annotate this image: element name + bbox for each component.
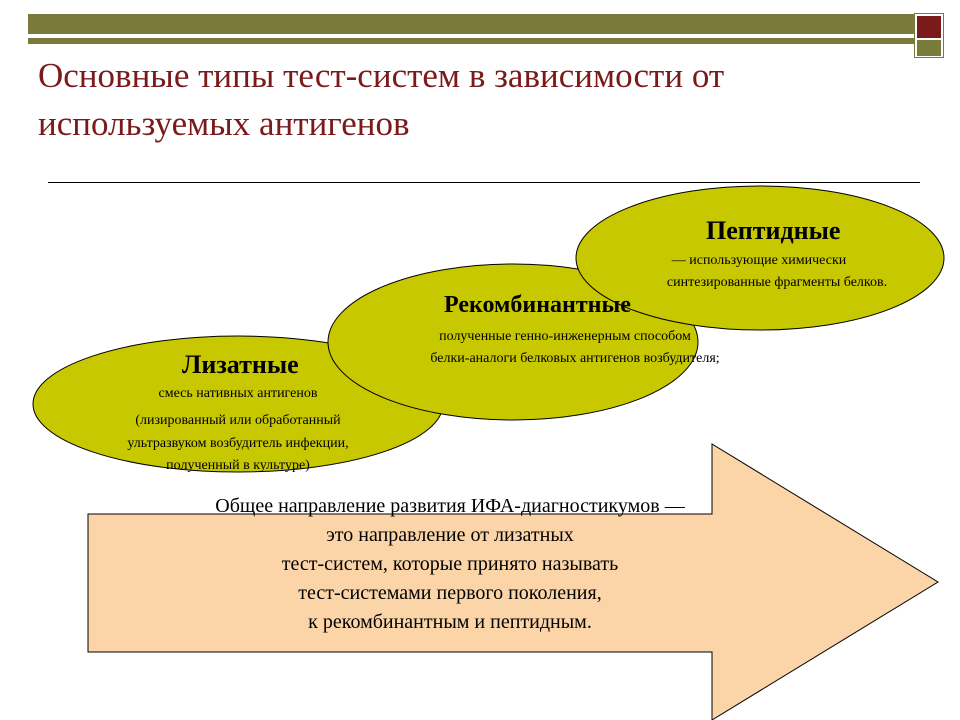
arrow-line-4: тест-системами первого поколения, xyxy=(298,582,602,604)
peptide-line-2: синтезированные фрагменты белков. xyxy=(666,275,888,290)
peptide-title: Пептидные xyxy=(706,216,841,245)
arrow-line-5: к рекомбинантным и пептидным. xyxy=(308,611,592,633)
lysate-title: Лизатные xyxy=(182,350,299,379)
peptide-line-1: — использующие химически xyxy=(671,253,847,268)
slide-title-line-2: используемых антигенов xyxy=(38,104,410,143)
arrow-line-2: это направление от лизатных xyxy=(326,524,574,546)
slide-title-line-1: Основные типы тест-систем в зависимости от xyxy=(38,56,725,95)
arrow-line-1: Общее направление развития ИФА-диагностикумов — xyxy=(215,495,685,517)
arrow-line-3: тест-систем, которые принято называть xyxy=(281,553,619,575)
lysate-line-4: полученный в культуре) xyxy=(166,458,310,473)
recombinant-line-2: белки-аналоги белковых антигенов возбудителя; xyxy=(430,351,720,366)
lysate-line-2: (лизированный или обработанный xyxy=(135,413,341,428)
recombinant-title: Рекомбинантные xyxy=(444,292,631,318)
lysate-line-1: смесь нативных антигенов xyxy=(158,386,318,401)
lysate-line-3: ультразвуком возбудитель инфекции, xyxy=(127,436,349,451)
arrow-caption xyxy=(100,492,800,637)
recombinant-line-1: полученные генно-инженерным способом xyxy=(439,329,691,344)
